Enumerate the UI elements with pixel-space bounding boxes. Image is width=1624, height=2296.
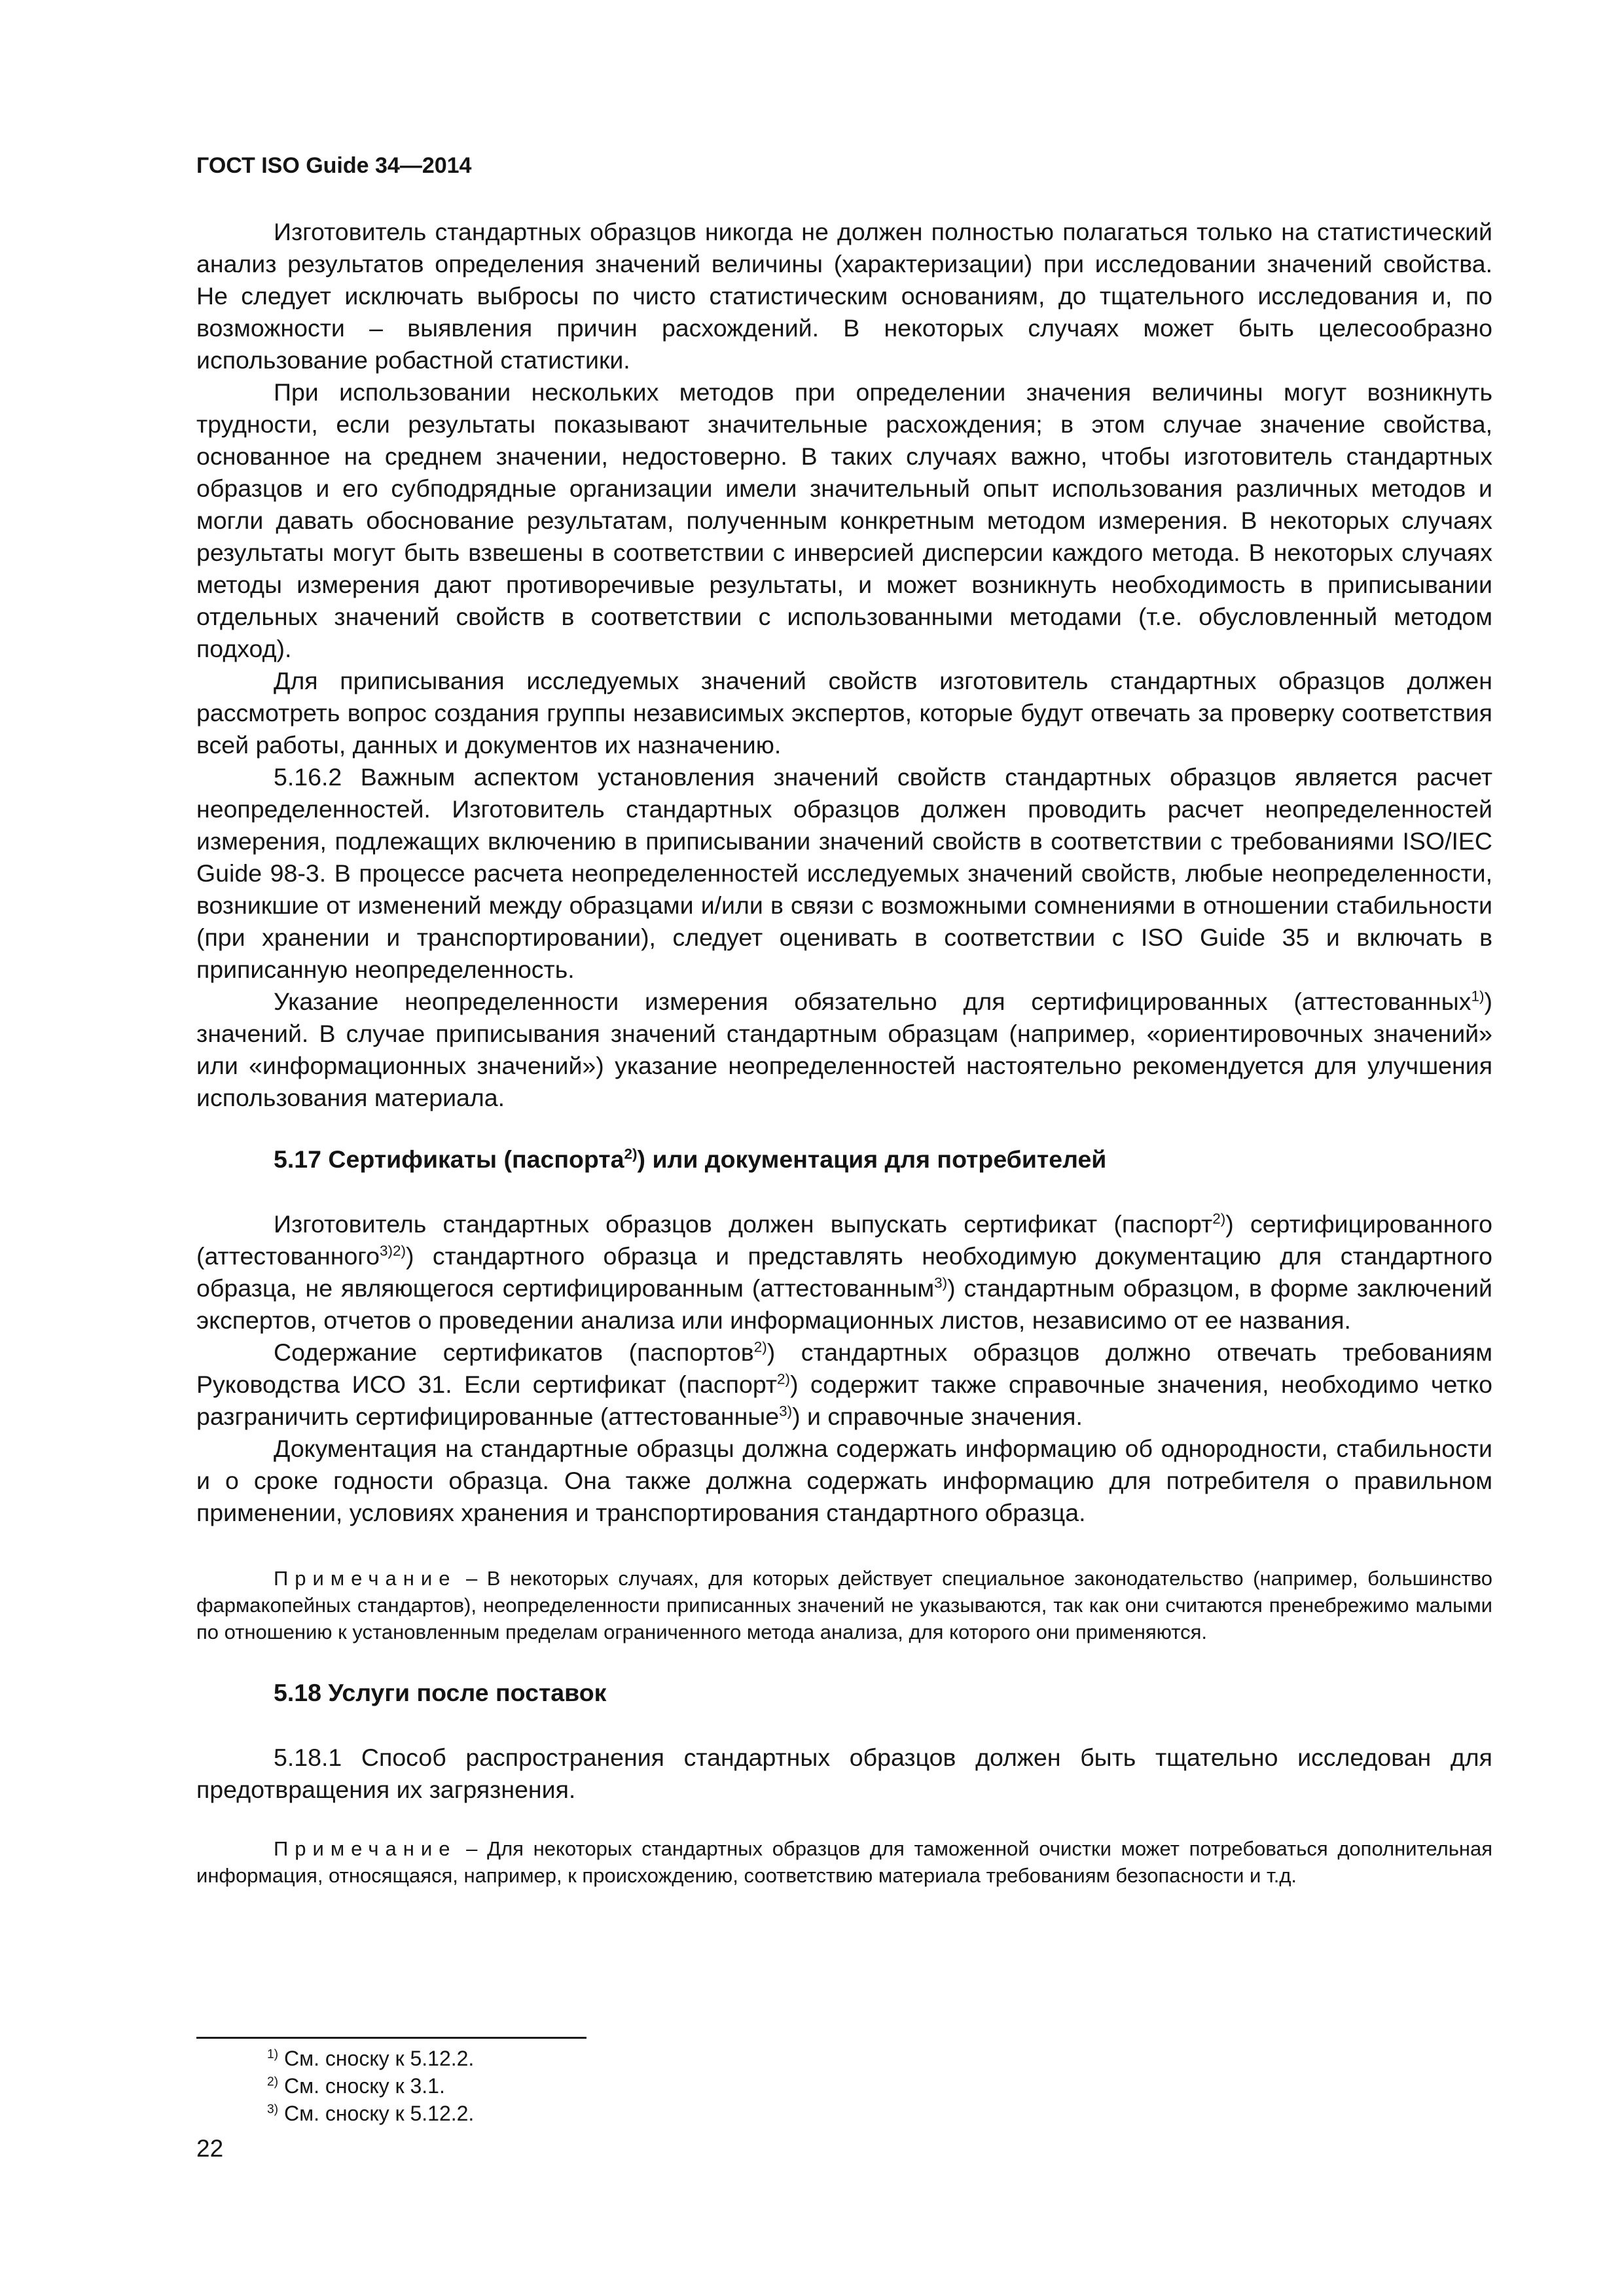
note: Примечание – Для некоторых стандартных образцов для таможенной очистки может потребоваться дополнительная информация, относящаяся, например, к происхождению, соответствию материала требованиям безопасности и т.д. bbox=[196, 1837, 1492, 1887]
paragraph-5-18-1: 5.18.1 Способ распространения стандартных образцов должен быть тщательно исследован для предотвращения их загрязнения. bbox=[196, 1744, 1492, 1803]
paragraph: Указание неопределенности измерения обязательно для сертифицированных (аттестованных$^{1)}$) значений. В случае приписывания значений стандартным образцам (например, «ориентировочных значений» или «информационных значений») указание неопределенностей настоятельно рекомендуется для улучшения использования материала. bbox=[196, 988, 1492, 1111]
footnote: $^{2)}$ См. сноску к 3.1. bbox=[267, 2074, 445, 2098]
footnote-ref: 3)2) bbox=[380, 1242, 406, 1259]
footnote-ref: 3) bbox=[779, 1403, 793, 1420]
paragraph: При использовании нескольких методов при определении значения величины могут возникнуть трудности, если результаты показывают значительные расхождения; в этом случае значение свойства, основанное на среднем значении, недостоверно. В таких случаях важно, чтобы изготовитель стандартных образцов и его субподрядные организации имели значительный опыт использования различных методов и могли давать обоснование результатам, полученным конкретным методом измерения. В некоторых случаях результаты могут быть взвешены в соответствии с инверсией дисперсии каждого метода. В некоторых случаях методы измерения дают противоречивые результаты, и может возникнуть необходимость в приписывании отдельных значений свойств в соответствии с использованными методами (т.е. обусловленный методом подход). bbox=[196, 378, 1492, 662]
paragraph-5-16-2: 5.16.2 Важным аспектом установления значений свойств стандартных образцов является расчет неопределенностей. Изготовитель стандартных образцов должен проводить расчет неопределенностей измерения, подлежащих включению в приписывании значений свойств в соответствии с требованиями ISO/IEC Guide 98-3. В процессе расчета неопределенностей исследуемых значений свойств, любые неопределенности, возникшие от изменений между образцами и/или в связи с возможными сомнениями в отношении стабильности (при хранении и транспортировании), следует оценивать в соответствии с ISO Guide 35 и включать в приписанную неопределенность. bbox=[196, 763, 1492, 983]
footnote-ref: 2) bbox=[624, 1145, 638, 1162]
footnote-ref: 2) bbox=[777, 1371, 791, 1388]
paragraph: Изготовитель стандартных образцов должен выпускать сертификат (паспорт$^{2)}$) сертифицированного (аттестованного$^{3)2)}$) стандартного образца и представлять необходимую документацию для стандартного образца, не являющегося сертифицированным (аттестованным$^{3)}$) стандартным образцом, в форме заключений экспертов, отчетов о проведении анализа или информационных листов, независимо от ее названия. bbox=[196, 1210, 1492, 1334]
footnote-ref: 3) bbox=[934, 1274, 948, 1291]
footnote-ref: 2) bbox=[753, 1338, 767, 1355]
document-header: ГОСТ ISO Guide 34—2014 bbox=[196, 153, 472, 178]
page-number: 22 bbox=[196, 2135, 224, 2162]
paragraph: Содержание сертификатов (паспортов$^{2)}$) стандартных образцов должно отвечать требованиям Руководства ИСО 31. Если сертификат (паспорт$^{2)}$) содержит также справочные значения, необходимо четко разграничить сертифицированные (аттестованные$^{3)}$) и справочные значения. bbox=[196, 1338, 1493, 1430]
footnote-separator bbox=[196, 2037, 586, 2039]
footnote: $^{3)}$ См. сноску к 5.12.2. bbox=[267, 2102, 475, 2125]
paragraph: Для приписывания исследуемых значений свойств изготовитель стандартных образцов должен рассмотреть вопрос создания группы независимых экспертов, которые будут отвечать за проверку соответствия всей работы, данных и документов их назначению. bbox=[196, 667, 1492, 759]
footnote: $^{1)}$ См. сноску к 5.12.2. bbox=[267, 2047, 475, 2070]
note-label: Примечание bbox=[274, 1837, 457, 1860]
section-heading-5-18: 5.18 Услуги после поставок bbox=[274, 1679, 607, 1706]
section-heading-5-17: 5.17 Сертификаты (паспорта$^{2)}$) или документация для потребителей bbox=[274, 1145, 1107, 1173]
paragraph: Изготовитель стандартных образцов никогда не должен полностью полагаться только на статистический анализ результатов определения значений величины (характеризации) при исследовании значений свойства. Не следует исключать выбросы по чисто статистическим основаниям, до тщательного исследования и, по возможности – выявления причин расхождений. В некоторых случаях может быть целесообразно использование робастной статистики. bbox=[196, 218, 1492, 374]
footnote-ref: 2) bbox=[1212, 1210, 1226, 1227]
footnote-ref: 1) bbox=[1471, 988, 1485, 1005]
footnotes bbox=[267, 2045, 474, 2127]
note: Примечание – В некоторых случаях, для которых действует специальное законодательство (например, большинство фармакопейных стандартов), неопределенности приписанных значений не указываются, так как они считаются пренебрежимо малыми по отношению к установленным пределам ограниченного метода анализа, для которого они применяются. bbox=[196, 1567, 1492, 1643]
paragraph: Документация на стандартные образцы должна содержать информацию об однородности, стабильности и о сроке годности образца. Она также должна содержать информацию для потребителя о правильном применении, условиях хранения и транспортирования стандартного образца. bbox=[196, 1435, 1492, 1526]
note-label: Примечание bbox=[274, 1567, 457, 1590]
page-body bbox=[196, 216, 1492, 1889]
